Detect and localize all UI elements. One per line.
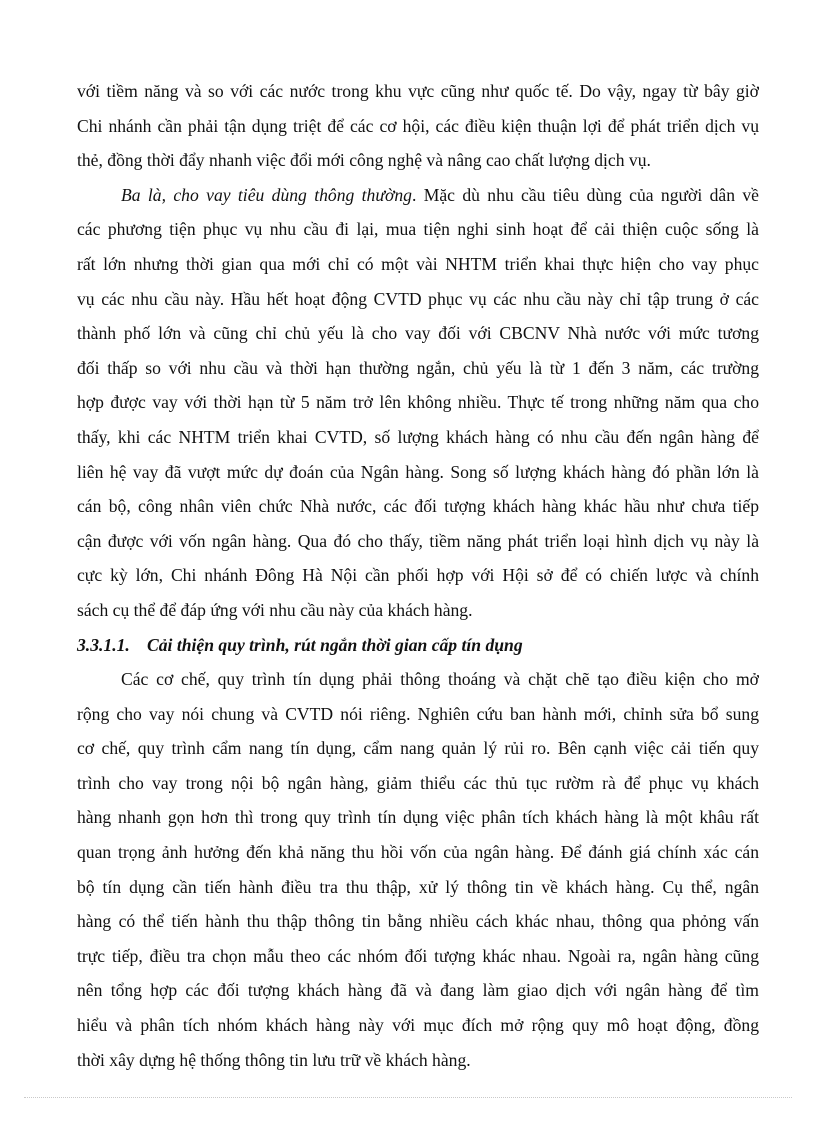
paragraph-line: thời xây dựng hệ thống thông tin lưu trữ về khách hàng. bbox=[77, 1049, 471, 1070]
section-number: 3.3.1.1. bbox=[77, 634, 130, 655]
paragraph-line: liên hệ vay đã vượt mức dự đoán của Ngân hàng. Song số lượng khách hàng đó phần lớn là bbox=[77, 461, 759, 482]
paragraph-line: cán bộ, công nhân viên chức Nhà nước, các đối tượng khách hàng khác hầu như chưa tiếp bbox=[77, 496, 759, 517]
paragraph-line: sách cụ thể để đáp ứng với nhu cầu này của khách hàng. bbox=[77, 599, 473, 620]
paragraph-line: cực kỳ lớn, Chi nhánh Đông Hà Nội cần phối hợp với Hội sở để có chiến lược và chính bbox=[77, 565, 759, 586]
paragraph-line: trình cho vay trong nội bộ ngân hàng, giảm thiểu các thủ tục rườm rà để phục vụ khách bbox=[77, 772, 759, 793]
section-title: Cải thiện quy trình, rút ngắn thời gian cấp tín dụng bbox=[147, 634, 523, 655]
paragraph-line: cơ chế, quy trình cẩm nang tín dụng, cẩm nang quản lý rủi ro. Bên cạnh việc cải tiến quy bbox=[77, 738, 759, 759]
paragraph-line: với tiềm năng và so với các nước trong khu vực cũng như quốc tế. Do vậy, ngay từ bây giờ bbox=[77, 81, 759, 101]
paragraph-line: thẻ, đồng thời đẩy nhanh việc đổi mới công nghệ và nâng cao chất lượng dịch vụ. bbox=[77, 150, 651, 171]
paragraph-line: Các cơ chế, quy trình tín dụng phải thông thoáng và chặt chẽ tạo điều kiện cho mở bbox=[121, 669, 759, 690]
paragraph-lead-line bbox=[77, 178, 759, 213]
paragraph-line: hàng nhanh gọn hơn thì trong quy trình tín dụng việc phân tích khách hàng là một khâu rất bbox=[77, 807, 759, 828]
paragraph-line: rộng cho vay nói chung và CVTD nói riêng. Nghiên cứu ban hành mới, chỉnh sửa bổ sung bbox=[77, 703, 759, 724]
paragraph-line: đối thấp so với nhu cầu và thời hạn thường ngắn, chủ yếu là từ 1 đến 3 năm, các trường bbox=[77, 357, 759, 378]
paragraph-1 bbox=[77, 74, 759, 178]
paragraph-line: trực tiếp, điều tra chọn mẫu theo các nhóm đối tượng khác nhau. Ngoài ra, ngân hàng cũng bbox=[77, 945, 759, 966]
paragraph-line: quan trọng ảnh hưởng đến khả năng thu hồi vốn của ngân hàng. Để đánh giá chính xác cán bbox=[77, 842, 759, 863]
paragraph-2 bbox=[77, 178, 759, 628]
document-page bbox=[77, 74, 759, 1077]
paragraph-line: các phương tiện phục vụ nhu cầu đi lại, mua tiện nghi sinh hoạt để cải thiện cuộc sống là bbox=[77, 219, 759, 240]
paragraph-line: cận được với vốn ngân hàng. Qua đó cho thấy, tiềm năng phát triển loại hình dịch vụ này là bbox=[77, 530, 759, 551]
paragraph-line: rất lớn nhưng thời gian qua mới chỉ có một vài NHTM triển khai thực hiện cho vay phục bbox=[77, 253, 759, 274]
paragraph-3 bbox=[77, 662, 759, 1077]
paragraph-line: hợp được vay với thời hạn từ 5 năm trở lên không nhiều. Thực tế trong những năm qua cho bbox=[77, 392, 759, 413]
paragraph-line: thấy, khi các NHTM triển khai CVTD, số lượng khách hàng có nhu cầu đến ngân hàng để bbox=[77, 426, 759, 447]
italic-lead: Ba là, cho vay tiêu dùng thông thường bbox=[121, 184, 412, 205]
paragraph-line: hàng có thể tiến hành thu thập thông tin bằng nhiều cách khác nhau, thông qua phỏng vấn bbox=[77, 911, 759, 932]
paragraph-line: nên tổng hợp các đối tượng khách hàng đã và đang làm giao dịch với ngân hàng để tìm bbox=[77, 980, 759, 1001]
paragraph-line: bộ tín dụng cần tiến hành điều tra thu thập, xử lý thông tin về khách hàng. Cụ thể, ngân bbox=[77, 876, 759, 897]
page-bottom-rule bbox=[24, 1097, 792, 1098]
paragraph-line: vụ các nhu cầu này. Hầu hết hoạt động CVTD phục vụ các nhu cầu này chỉ tập trung ở các bbox=[77, 288, 759, 309]
lead-rest: . Mặc dù nhu cầu tiêu dùng của người dân về bbox=[411, 184, 759, 205]
paragraph-line: hiểu và phân tích nhóm khách hàng này với mục đích mở rộng quy mô hoạt động, đồng bbox=[77, 1015, 759, 1036]
section-heading bbox=[77, 628, 759, 663]
paragraph-line: thành phố lớn và cũng chỉ chủ yếu là cho vay đối với CBCNV Nhà nước với mức tương bbox=[77, 323, 759, 344]
paragraph-line: Chi nhánh cần phải tận dụng triệt để các cơ hội, các điều kiện thuận lợi để phát triển dịch vụ bbox=[77, 115, 759, 136]
